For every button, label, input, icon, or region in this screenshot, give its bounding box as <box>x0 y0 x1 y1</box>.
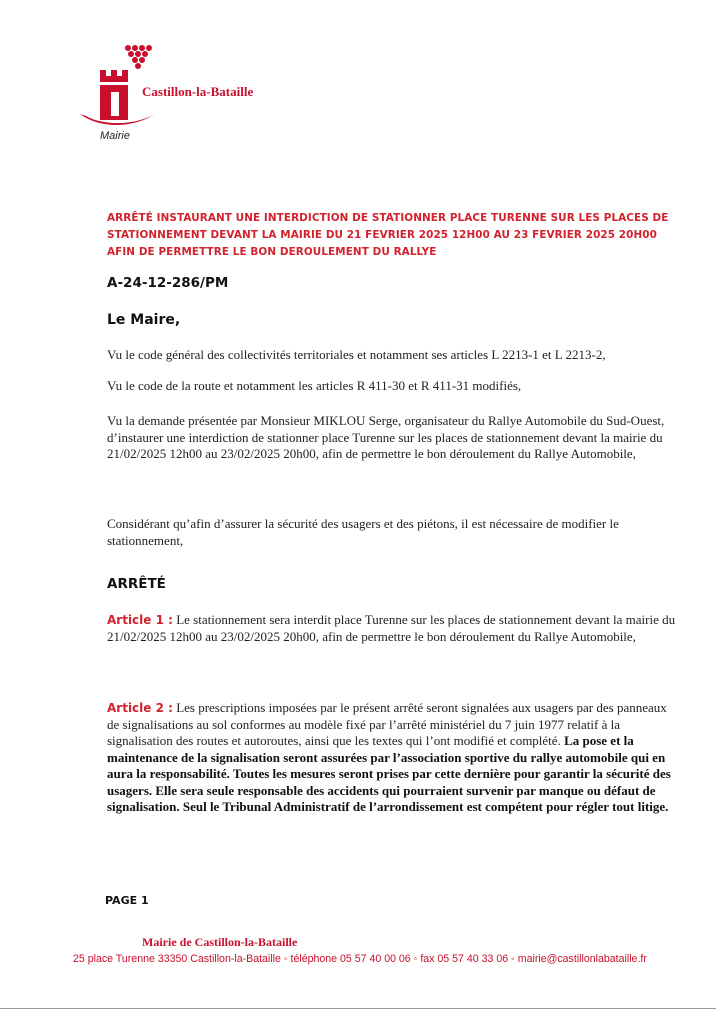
decree-reference: A-24-12-286/PM <box>107 275 229 291</box>
arrete-heading: ARRÊTÉ <box>107 576 166 592</box>
article-2 <box>107 700 677 816</box>
consideration-4: Considérant qu’afin d’assurer la sécurité des usagers et des piétons, il est nécessaire de modifier le stationnement, <box>107 516 619 548</box>
consideration-2: Vu le code de la route et notamment les articles R 411-30 et R 411-31 modifiés, <box>107 378 522 393</box>
document-title: ARRÊTÉ INSTAURANT UNE INTERDICTION DE STATIONNER PLACE TURENNE SUR LES PLACES DE STATIONNEMENT DEVANT LA MAIRIE DU 21 FEVRIER 2025 12H00 AU 23 FEVRIER 2025 20H00 AFIN DE PERMETTRE LE BON DEROULEMENT DU RALLYE <box>107 212 669 258</box>
article-2-label: Article 2 : <box>107 701 173 715</box>
municipal-logo <box>78 42 308 152</box>
article-2-text: Les prescriptions imposées par le présent arrêté seront signalées aux usagers par des panneaux de signalisations au sol conformes au modèle fixé par l’arrêté ministériel du 7 juin 1977 relatif à la signalisation des routes et autoroutes, ainsi que les textes qui l’ont modifié et complété. <box>107 700 667 748</box>
page-number: PAGE 1 <box>105 894 149 907</box>
maire-heading: Le Maire, <box>107 312 181 328</box>
consideration-1: Vu le code général des collectivités territoriales et notamment ses articles L 2213-1 et L 2213-2, <box>107 347 606 362</box>
bottom-divider <box>0 1008 716 1009</box>
footer-contact-line: 25 place Turenne 33350 Castillon-la-Bataille ◦ téléphone 05 57 40 00 06 ◦ fax 05 57 40 33 06 ◦ mairie@castillonlabataille.fr <box>73 953 647 965</box>
consideration-3: Vu la demande présentée par Monsieur MIKLOU Serge, organisateur du Rallye Automobile du Sud-Ouest, d’instaurer une interdiction de stationner place Turenne sur les places de stationnement devant la mairie du 21/02/2025 12h00 au 23/02/2025 20h00, afin de permettre le bon déroulement du Rallye Automobile, <box>107 413 665 461</box>
logo-town-name: Castillon-la-Bataille <box>142 84 254 99</box>
logo-subtitle: Mairie <box>100 130 130 142</box>
article-1-label: Article 1 : <box>107 613 173 627</box>
article-1-text: Le stationnement sera interdit place Turenne sur les places de stationnement devant la mairie du 21/02/2025 12h00 au 23/02/2025 20h00, afin de permettre le bon déroulement du Rallye Automobile, <box>107 612 676 644</box>
article-1 <box>107 612 677 645</box>
article-2-bold-text: La pose et la maintenance de la signalisation seront assurées par l’association sportive du rallye automobile qui en aura la responsabilité. Toutes les mesures seront prises par cette dernière pour garantir la sécurité des usagers. Elle sera seule responsable des accidents qui pourraient survenir par manque ou défaut de signalisation. Seul le Tribunal Administratif de l’arrondissement est compétent pour régler tout litige. <box>107 733 671 814</box>
footer-town-hall-name: Mairie de Castillon-la-Bataille <box>142 935 298 949</box>
